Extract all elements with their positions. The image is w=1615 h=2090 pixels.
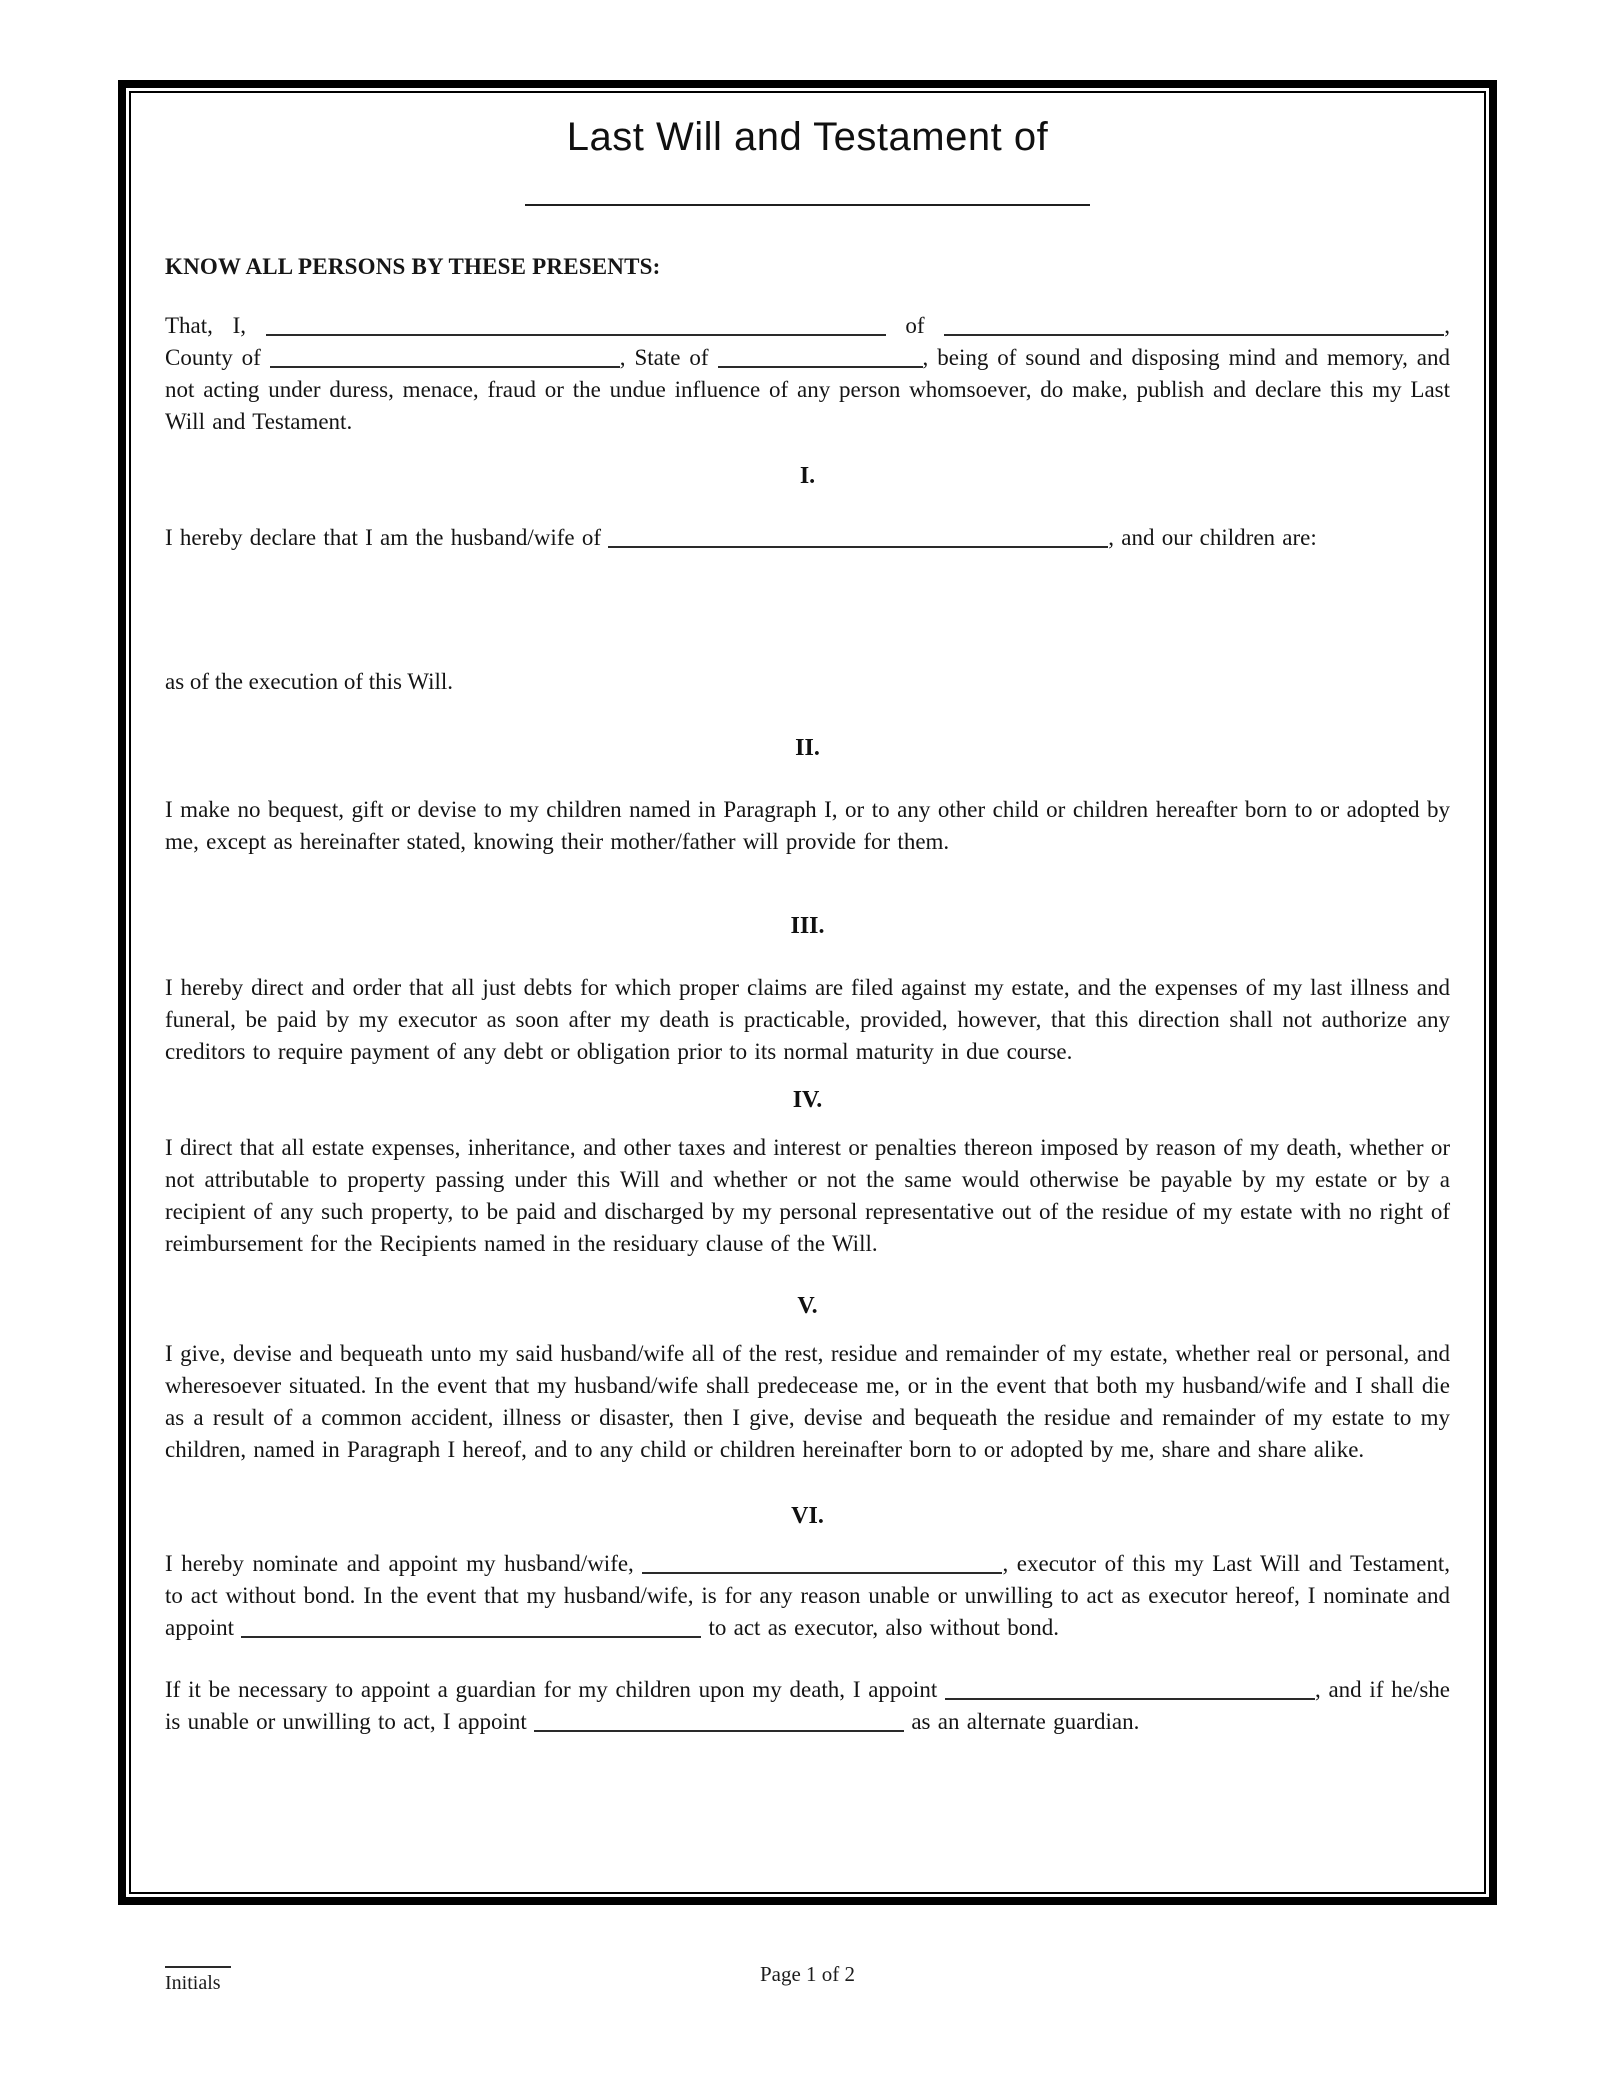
document-title: Last Will and Testament of [566,115,1049,159]
page-border [118,80,1497,1905]
blank-field [718,343,923,368]
initials-block [165,1966,231,1995]
footer-page-number: Page 1 of 2 [759,1962,856,1986]
section-2-paragraph: I make no bequest, gift or devise to my children named in Paragraph I, or to any other child or children hereafter born to or adopted by me, except as hereinafter stated, knowing their mother/father will provide for them. [165,797,1450,854]
initials-blank-line [165,1966,231,1968]
section-1-closing: as of the execution of this Will. [165,669,454,694]
blank-field [266,311,886,336]
section-heading-3: III. [790,913,825,939]
blank-field [241,1613,701,1638]
blank-field [642,1549,1002,1574]
testator-name-blank-line [525,204,1090,206]
intro-paragraph: That, I, of , County of , State of , being of sound and disposing mind and memory, and not acting under duress, menace, fraud or the undue influence of any person whomsoever, do make, publish and declare this my Last Will and Testament. [165,313,1451,434]
section-1-declaration: I hereby declare that I am the husband/wife of , and our children are: [165,525,1317,550]
blank-field [608,523,1108,548]
blank-field [944,311,1444,336]
section-heading-6: VI. [791,1503,824,1529]
blank-field [534,1707,904,1732]
page-inner-border [129,91,1486,1894]
section-4-paragraph: I direct that all estate expenses, inheritance, and other taxes and interest or penalties thereon imposed by reason of my death, whether or not attributable to property passing under this Will and whether or not the same would otherwise be payable by my estate or by a recipient of any such property, to be paid and discharged by my personal representative out of the residue of my estate with no right of reimbursement for the Recipients named in the residuary clause of the Will. [165,1135,1450,1256]
opening-heading: KNOW ALL PERSONS BY THESE PRESENTS: [165,254,661,279]
section-heading-1: I. [799,463,816,489]
initials-label: Initials [165,1972,221,1994]
blank-field [270,343,620,368]
blank-field [945,1675,1315,1700]
children-list-space [165,554,1450,666]
section-heading-2: II. [795,735,820,761]
section-heading-4: IV. [792,1087,823,1113]
section-5-paragraph: I give, devise and bequeath unto my said husband/wife all of the rest, residue and remainder of my estate, whether real or personal, and wheresoever situated. In the event that my husband/wife shall predecease me, or in the event that both my husband/wife and I shall die as a result of a common accident, illness or disaster, then I give, devise and bequeath the residue and remainder of my estate to my children, named in Paragraph I hereof, and to any child or children hereinafter born to or adopted by me, share and share alike. [165,1341,1450,1462]
section-6-paragraph: I hereby nominate and appoint my husband/wife, , executor of this my Last Will and Testament, to act without bond. In the event that my husband/wife, is for any reason unable or unwilling to act as executor hereof, I nominate and appoint to act as executor, also without bond. [165,1551,1450,1640]
guardian-paragraph: If it be necessary to appoint a guardian for my children upon my death, I appoint , and if he/she is unable or unwilling to act, I appoint as an alternate guardian. [165,1677,1450,1734]
section-heading-5: V. [797,1293,818,1319]
section-3-paragraph: I hereby direct and order that all just debts for which proper claims are filed against my estate, and the expenses of my last illness and funeral, be paid by my executor as soon after my death is practicable, provided, however, that this direction shall not authorize any creditors to require payment of any debt or obligation prior to its normal maturity in due course. [165,975,1450,1064]
